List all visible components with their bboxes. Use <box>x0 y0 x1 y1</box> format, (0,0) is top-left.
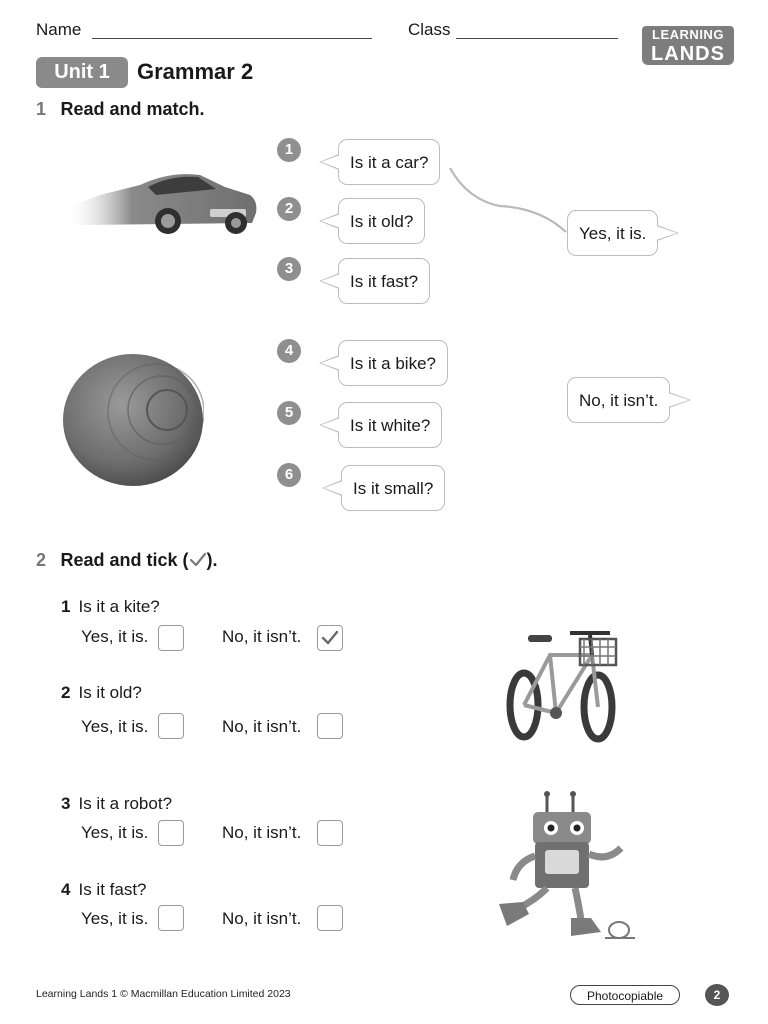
tick-4-yes-checkbox[interactable] <box>158 905 184 931</box>
tick-3-no-checkbox[interactable] <box>317 820 343 846</box>
question-bubble-2[interactable]: Is it old? <box>338 198 425 244</box>
tick-question-4-number: 4 <box>61 880 71 899</box>
question-number-4: 4 <box>277 339 301 363</box>
bike-image <box>500 625 630 745</box>
name-line[interactable] <box>92 38 372 39</box>
tick-4-yes-label: Yes, it is. <box>81 909 149 928</box>
tick-question-4-text: Is it fast? <box>78 880 147 899</box>
match-line <box>440 160 580 240</box>
tick-question-3 <box>61 794 172 814</box>
copyright-text: Learning Lands 1 © Macmillan Education Limited 2023 <box>36 988 291 1000</box>
question-number-1: 1 <box>277 138 301 162</box>
exercise2-number: 2 <box>36 550 47 570</box>
tick-4-no-label: No, it isn’t. <box>222 909 302 928</box>
question-number-5: 5 <box>277 401 301 425</box>
tick-1-no-checkbox[interactable] <box>317 625 343 651</box>
logo-line2: LANDS <box>642 43 734 65</box>
exercise1-heading <box>36 99 205 120</box>
question-bubble-3[interactable]: Is it fast? <box>338 258 430 304</box>
tick-question-1-text: Is it a kite? <box>78 597 160 616</box>
tick-2-no-checkbox[interactable] <box>317 713 343 739</box>
learning-lands-logo <box>642 26 734 66</box>
class-label: Class <box>408 20 451 39</box>
question-bubble-6[interactable]: Is it small? <box>341 465 445 511</box>
exercise1-instruction: Read and match. <box>60 99 205 119</box>
question-bubble-1[interactable]: Is it a car? <box>338 139 440 185</box>
tick-question-1 <box>61 597 160 617</box>
robot-image <box>495 790 640 945</box>
tick-3-yes-checkbox[interactable] <box>158 820 184 846</box>
tick-4-no-checkbox[interactable] <box>317 905 343 931</box>
tick-3-no-label: No, it isn’t. <box>222 823 302 842</box>
photocopiable-badge: Photocopiable <box>570 985 680 1005</box>
tick-icon <box>189 552 207 568</box>
exercise2-instruction-pre: Read and tick ( <box>60 550 189 570</box>
exercise2-heading <box>36 550 218 571</box>
exercise2-instruction-post: ). <box>206 550 218 570</box>
checkmark-icon <box>318 626 342 650</box>
car-image <box>60 165 260 240</box>
tick-question-3-number: 3 <box>61 794 71 813</box>
tick-question-2-number: 2 <box>61 683 71 702</box>
tick-question-2 <box>61 683 142 703</box>
tick-3-yes-label: Yes, it is. <box>81 823 149 842</box>
tick-1-yes-checkbox[interactable] <box>158 625 184 651</box>
tick-2-no-label: No, it isn’t. <box>222 717 302 736</box>
tick-question-4 <box>61 880 147 900</box>
tick-2-yes-label: Yes, it is. <box>81 717 149 736</box>
ball-image <box>62 352 204 488</box>
tick-1-yes-label: Yes, it is. <box>81 627 149 646</box>
exercise1-number: 1 <box>36 99 47 119</box>
question-number-3: 3 <box>277 257 301 281</box>
question-bubble-5[interactable]: Is it white? <box>338 402 442 448</box>
unit-badge: Unit 1 <box>36 57 128 88</box>
tick-2-yes-checkbox[interactable] <box>158 713 184 739</box>
class-line[interactable] <box>456 38 618 39</box>
name-label: Name <box>36 20 82 39</box>
tick-question-1-number: 1 <box>61 597 71 616</box>
page-number: 2 <box>705 984 729 1006</box>
answer-bubble-yes[interactable]: Yes, it is. <box>567 210 658 256</box>
question-bubble-4[interactable]: Is it a bike? <box>338 340 448 386</box>
tick-question-3-text: Is it a robot? <box>78 794 173 813</box>
answer-bubble-no[interactable]: No, it isn’t. <box>567 377 670 423</box>
page-title: Grammar 2 <box>137 59 254 84</box>
question-number-2: 2 <box>277 197 301 221</box>
question-number-6: 6 <box>277 463 301 487</box>
tick-question-2-text: Is it old? <box>78 683 142 702</box>
tick-1-no-label: No, it isn’t. <box>222 627 302 646</box>
logo-line1: LEARNING <box>642 26 734 43</box>
